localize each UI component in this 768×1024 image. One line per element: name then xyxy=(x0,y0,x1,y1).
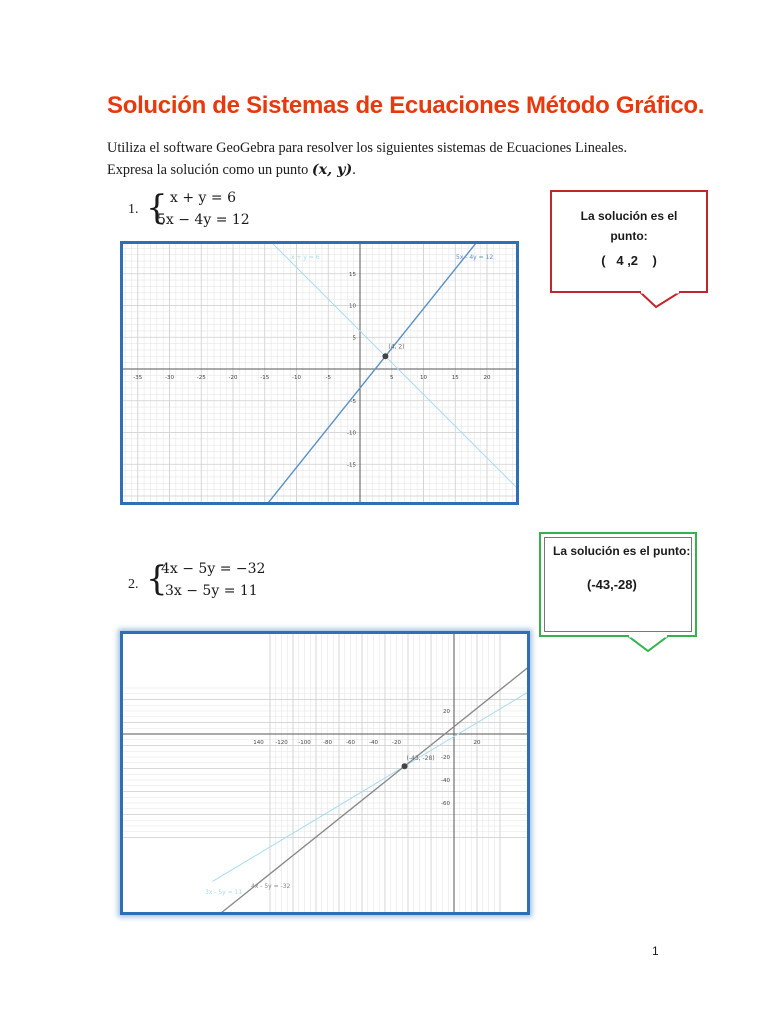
y-tick-label: -10 xyxy=(347,430,356,437)
page-number: 1 xyxy=(652,944,659,958)
intersection-point-label: (-43, -28) xyxy=(406,755,435,763)
intersection-point xyxy=(402,763,408,769)
y-tick-label: 5 xyxy=(352,335,356,342)
intro-line-2 xyxy=(107,159,707,181)
y-tick-label: -60 xyxy=(441,801,450,807)
x-tick-label: -20 xyxy=(228,375,238,381)
y-tick-label: -5 xyxy=(350,398,356,405)
intersection-point xyxy=(382,353,388,359)
problem-2-equation-2: 3x − 5y = 11 xyxy=(165,583,258,599)
x-tick-label: -120 xyxy=(275,740,288,746)
problem-2-equation-1: 4x − 5y = −32 xyxy=(161,561,266,577)
y-tick-label: -20 xyxy=(441,755,450,761)
y-tick-label: 20 xyxy=(443,709,450,715)
intro-line-2-period: . xyxy=(352,162,356,178)
equation-line-label: 4x - 5y = -32 xyxy=(251,883,291,890)
callout-2-tail xyxy=(628,634,674,654)
graph-problem-1 xyxy=(120,241,519,505)
intro-line-1: Utiliza el software GeoGebra para resolver los siguientes sistemas de Ecuaciones Lineales. xyxy=(107,140,628,156)
y-tick-label: 15 xyxy=(349,271,356,278)
problem-1-equation-2: 5x − 4y = 12 xyxy=(157,212,250,228)
y-tick-label: 10 xyxy=(349,303,356,310)
x-tick-label: -35 xyxy=(133,375,143,381)
equation-line xyxy=(213,644,528,912)
x-tick-label: -5 xyxy=(325,375,331,381)
graph-1-svg xyxy=(123,244,516,502)
x-tick-label: 10 xyxy=(420,375,427,381)
callout-2-answer: (-43,-28) xyxy=(587,577,637,592)
x-tick-label: -30 xyxy=(165,375,174,381)
document-title: Solución de Sistemas de Ecuaciones Método Gráfico. xyxy=(107,92,705,119)
problem-2-brace: { xyxy=(146,559,168,599)
x-tick-label: 15 xyxy=(451,375,459,381)
y-tick-label: -40 xyxy=(441,778,450,784)
callout-2-label: La solución es el punto: xyxy=(553,544,691,558)
x-tick-label: -15 xyxy=(260,375,270,381)
x-tick-label: -10 xyxy=(292,375,301,381)
x-tick-label: -80 xyxy=(323,740,332,746)
intersection-point-label: (4, 2) xyxy=(388,343,405,351)
intro-line-2-text: Expresa la solución como un punto xyxy=(107,162,309,178)
graph-problem-2 xyxy=(120,631,530,915)
graph-2-svg xyxy=(123,634,527,912)
equation-line-label: 3x - 5y = 11 xyxy=(205,889,243,896)
x-tick-label: -60 xyxy=(346,740,355,746)
problem-1-equation-1: x + y = 6 xyxy=(170,190,236,206)
x-tick-label: 20 xyxy=(473,740,481,746)
problem-1-brace: { xyxy=(146,188,168,228)
intro-paragraph xyxy=(107,137,707,181)
x-tick-label: 5 xyxy=(390,375,394,381)
x-tick-label: -40 xyxy=(369,740,378,746)
callout-1-tail xyxy=(640,290,686,310)
problem-2-number: 2. xyxy=(128,577,139,592)
y-tick-label: -15 xyxy=(347,462,356,469)
problem-1-number: 1. xyxy=(128,202,139,217)
equation-line-label: 5x - 4y = 12 xyxy=(456,254,494,261)
intro-point-notation: (x, y) xyxy=(311,162,353,178)
x-tick-label: 20 xyxy=(483,375,491,381)
x-tick-label: -20 xyxy=(392,740,401,746)
x-tick-label: -25 xyxy=(196,375,206,381)
x-tick-label: -100 xyxy=(298,740,311,746)
callout-1-label: La solución es el punto: xyxy=(580,209,678,243)
x-tick-label: 140 xyxy=(253,740,264,746)
solution-callout-2 xyxy=(539,532,697,637)
callout-1-answer: ( 4 ,2 ) xyxy=(601,253,657,268)
solution-callout-1 xyxy=(550,190,708,293)
equation-line-label: x + y = 6 xyxy=(291,254,320,261)
